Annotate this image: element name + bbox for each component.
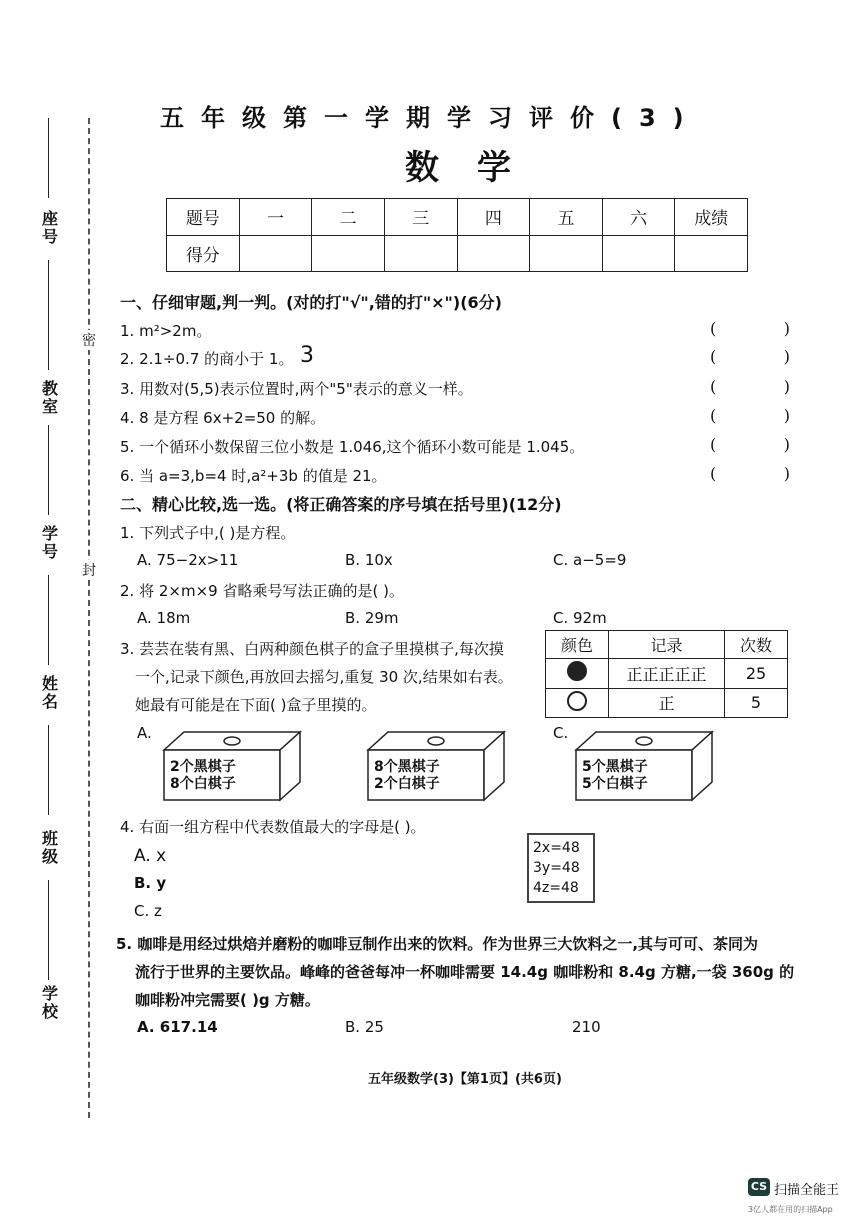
score-header-cell: 成绩: [675, 199, 748, 236]
margin-blank-line: [48, 425, 49, 515]
margin-field-seat: 座号: [41, 209, 58, 246]
score-header-cell: 三: [384, 199, 457, 236]
white-piece-icon: [546, 688, 609, 717]
score-input-cell[interactable]: [530, 235, 603, 272]
mc-q5-option-b[interactable]: B. 25: [345, 1018, 384, 1036]
mc-q3-line: 3. 芸芸在装有黑、白两种颜色棋子的盒子里摸棋子,每次摸: [120, 640, 504, 658]
tally-record: 正正正正正: [609, 659, 725, 688]
margin-field-name: 姓名: [41, 674, 58, 711]
black-piece-icon: [546, 659, 609, 688]
box-c-line2: 5个白棋子: [582, 776, 648, 792]
score-label-cell: 得分: [167, 235, 240, 272]
subject-title: 数学: [405, 148, 549, 188]
tf-item-3: 3. 用数对(5,5)表示位置时,两个"5"表示的意义一样。: [120, 380, 473, 398]
mc-q2-stem: 2. 将 2×m×9 省略乘号写法正确的是( )。: [120, 582, 404, 600]
tally-count: 5: [725, 688, 788, 717]
mc-q3-option-c-letter[interactable]: C.: [553, 724, 569, 742]
margin-blank-line: [48, 260, 49, 370]
answer-paren-6[interactable]: ( ): [710, 464, 790, 483]
watermark-tagline: 3亿人都在用的扫描App: [748, 1205, 833, 1214]
mc-q2-option-a[interactable]: A. 18m: [137, 609, 191, 627]
box-c-line1: 5个黑棋子: [582, 759, 648, 775]
mc-q5-option-a[interactable]: A. 617.14: [137, 1018, 218, 1036]
tf-item-1: 1. m²>2m。: [120, 322, 212, 340]
score-input-cell[interactable]: [675, 235, 748, 272]
mc-q3-line: 一个,记录下颜色,再放回去摇匀,重复 30 次,结果如右表。: [135, 668, 513, 686]
equation-box: [527, 833, 595, 903]
score-header-cell: 六: [602, 199, 675, 236]
mc-q4-option-a[interactable]: A. x: [134, 846, 167, 866]
mc-q1-stem: 1. 下列式子中,( )是方程。: [120, 524, 296, 542]
margin-blank-line: [48, 880, 49, 980]
tally-header-count: 次数: [725, 631, 788, 659]
mc-q5-line: 咖啡粉冲完需要( )g 方糖。: [135, 991, 320, 1009]
margin-blank-line: [48, 118, 49, 198]
binding-dashed-line: [88, 118, 90, 1118]
tf-item-5: 5. 一个循环小数保留三位小数是 1.046,这个循环小数可能是 1.045̇。: [120, 438, 585, 456]
equation-line: 3y=48: [533, 860, 580, 876]
mc-q4-option-c[interactable]: C. z: [134, 902, 162, 920]
mc-q5-option-c[interactable]: 210: [572, 1018, 601, 1036]
score-input-cell[interactable]: [312, 235, 385, 272]
answer-paren-2[interactable]: ( ): [710, 347, 790, 366]
camscanner-logo-icon: CS: [748, 1178, 770, 1196]
tf-item-4: 4. 8 是方程 6x+2=50 的解。: [120, 409, 326, 427]
tf-item-6: 6. 当 a=3,b=4 时,a²+3b 的值是 21。: [120, 467, 387, 485]
tally-table: [545, 630, 788, 718]
margin-field-class: 班级: [41, 829, 58, 866]
tally-count: 25: [725, 659, 788, 688]
page-footer: 五年级数学(3)【第1页】(共6页): [368, 1072, 562, 1087]
score-input-cell[interactable]: [384, 235, 457, 272]
mc-q1-option-b[interactable]: B. 10x: [345, 551, 393, 569]
mc-q2-option-c[interactable]: C. 92m: [553, 609, 607, 627]
mc-q3-option-a-letter[interactable]: A.: [137, 724, 152, 742]
score-header-cell: 一: [239, 199, 312, 236]
handwritten-note: 3: [300, 343, 314, 368]
watermark-name: 扫描全能王: [774, 1183, 840, 1198]
mc-q5-line: 5. 咖啡是用经过烘焙并磨粉的咖啡豆制作出来的饮料。作为世界三大饮料之一,其与可可、茶同为: [116, 935, 759, 953]
box-b-line1: 8个黑棋子: [374, 759, 440, 775]
score-header-cell: 四: [457, 199, 530, 236]
mc-q4-stem: 4. 右面一组方程中代表数值最大的字母是( )。: [120, 818, 426, 836]
page-title: 五年级第一学期学习评价(3): [160, 104, 701, 132]
mc-q3-line: 她最有可能是在下面( )盒子里摸的。: [135, 696, 377, 714]
answer-paren-4[interactable]: ( ): [710, 406, 790, 425]
tally-header-color: 颜色: [546, 631, 609, 659]
section1-heading: 一、仔细审题,判一判。(对的打"√",错的打"×")(6分): [120, 293, 502, 312]
box-a-line1: 2个黑棋子: [170, 759, 236, 775]
tf-item-2: 2. 2.1÷0.7 的商小于 1。: [120, 350, 294, 368]
equation-line: 2x=48: [533, 840, 580, 856]
score-header-cell: 题号: [167, 199, 240, 236]
answer-paren-3[interactable]: ( ): [710, 377, 790, 396]
margin-field-classroom: 教室: [41, 379, 58, 416]
score-input-cell[interactable]: [602, 235, 675, 272]
tally-record: 正: [609, 688, 725, 717]
score-input-cell[interactable]: [239, 235, 312, 272]
box-a-line2: 8个白棋子: [170, 776, 236, 792]
margin-blank-line: [48, 575, 49, 665]
mc-q2-option-b[interactable]: B. 29m: [345, 609, 399, 627]
margin-field-school: 学校: [41, 984, 58, 1021]
answer-paren-5[interactable]: ( ): [710, 435, 790, 454]
answer-paren-1[interactable]: ( ): [710, 319, 790, 338]
seal-word-mi: 密: [80, 330, 98, 350]
mc-q1-option-c[interactable]: C. a−5=9: [553, 551, 627, 569]
seal-word-feng: 封: [80, 560, 98, 580]
box-b-line2: 2个白棋子: [374, 776, 440, 792]
mc-q1-option-a[interactable]: A. 75−2x>11: [137, 551, 239, 569]
section2-heading: 二、精心比较,选一选。(将正确答案的序号填在括号里)(12分): [120, 495, 562, 514]
score-input-cell[interactable]: [457, 235, 530, 272]
equation-line: 4z=48: [533, 880, 579, 896]
margin-blank-line: [48, 725, 49, 815]
margin-field-student-no: 学号: [41, 524, 58, 561]
mc-q5-line: 流行于世界的主要饮品。峰峰的爸爸每冲一杯咖啡需要 14.4g 咖啡粉和 8.4g 方糖,一袋 360g 的: [135, 963, 795, 981]
score-header-cell: 五: [530, 199, 603, 236]
tally-header-record: 记录: [609, 631, 725, 659]
mc-q4-option-b[interactable]: B. y: [134, 874, 167, 892]
score-header-cell: 二: [312, 199, 385, 236]
score-table: [166, 198, 748, 272]
